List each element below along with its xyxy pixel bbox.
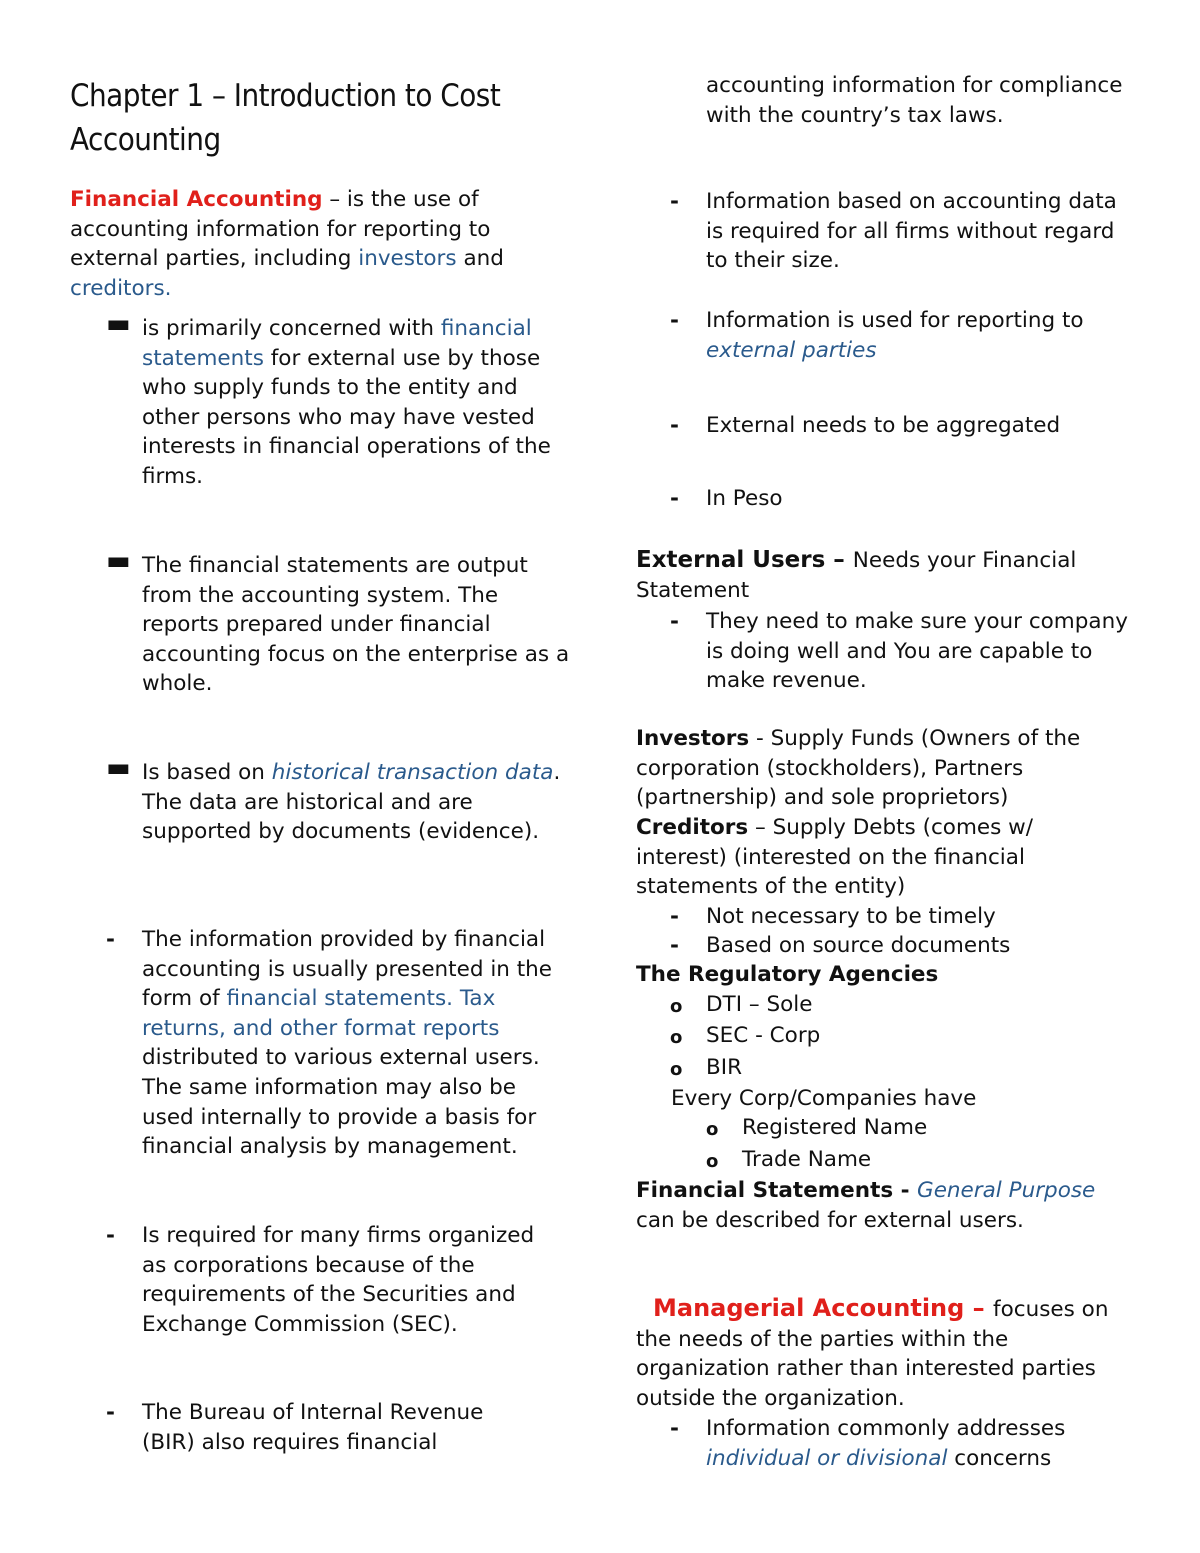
list-item: o BIR [706,1053,1106,1083]
investors-definition: Investors - Supply Funds (Owners of the corporation (stockholders), Partners (partnership) and sole proprietors) [636,726,1081,811]
list-item: - Information commonly addresses individual or divisional concerns [670,1416,1066,1471]
circle-bullet-icon: o [670,1027,683,1048]
square-bullet-icon: ▬ [106,309,131,339]
list-item: - Information based on accounting data is required for all firms without regard to their size. [670,189,1117,274]
financial-accounting-term: Financial Accounting [70,187,323,212]
managerial-accounting-definition: Managerial Accounting – focuses on the needs of the parties within the organization rather than interested parties outside the organization. [636,1294,1109,1411]
regulatory-agencies-heading: The Regulatory Agencies [636,962,939,987]
list-item: - In Peso [706,484,1136,514]
every-corp-text: Every Corp/Companies have [671,1086,977,1111]
investors-link: investors [358,246,457,272]
continued-text: accounting information for compliance with the country’s tax laws. [706,73,1123,128]
square-bullet-icon: ▬ [106,546,131,576]
dash-bullet-icon: - [670,308,679,333]
list-item: - External needs to be aggregated [706,411,1136,441]
dash-bullet-icon: - [670,1416,679,1441]
dash-bullet-icon: - [670,189,679,214]
dash-bullet-icon: - [670,609,679,634]
creditors-link: creditors. [70,275,172,301]
list-item: ▬ Is based on historical transaction data. The data are historical and are supported by documents (evidence). [106,753,561,845]
dash-bullet-icon: - [106,1223,115,1248]
financial-statements-definition: Financial Statements - General Purpose can be described for external users. [636,1178,1096,1233]
list-item: - Is required for many firms organized as corporations because of the requirements of the Securities and Exchange Commission (SEC). [106,1223,535,1337]
circle-bullet-icon: o [706,1151,719,1172]
list-item: o DTI – Sole [706,990,1106,1020]
circle-bullet-icon: o [706,1119,719,1140]
square-bullet-icon: ▬ [106,753,131,783]
circle-bullet-icon: o [670,996,683,1017]
list-item: ▬ is primarily concerned with financial statements for external use by those who supply funds to the entity and other persons who may have vested interests in financial operations of the firms. [106,309,551,489]
list-item: - Information is used for reporting to external parties [670,308,1084,363]
financial-accounting-definition: Financial Accounting – is the use of accounting information for reporting to external parties, including investors and creditors. [70,187,504,301]
list-item: - The information provided by financial accounting is usually presented in the form of financial statements. Tax returns, and other format reports distributed to various external users. The same information may also be used internally to provide a basis for financial analysis by management. [106,927,553,1160]
list-item: - Based on source documents [706,931,1136,961]
list-item: o Trade Name [742,1145,1122,1175]
dash-bullet-icon: - [670,486,679,511]
dash-bullet-icon: - [106,927,115,952]
list-item: - The Bureau of Internal Revenue (BIR) also requires financial [106,1400,484,1455]
page-title: Chapter 1 – Introduction to Cost Accounting [70,78,501,158]
list-item: o Registered Name [742,1113,1122,1143]
dash-bullet-icon: - [670,933,679,958]
circle-bullet-icon: o [670,1059,683,1080]
list-item: - They need to make sure your company is doing well and You are capable to make revenue. [670,609,1128,694]
list-item: ▬ The financial statements are output from the accounting system. The reports prepared under financial accounting focus on the enterprise as a whole. [106,546,570,697]
external-users-definition: External Users – Needs your Financial Statement [636,547,1077,603]
creditors-definition: Creditors – Supply Debts (comes w/ interest) (interested on the financial statements of the entity) [636,815,1033,900]
dash-bullet-icon: - [106,1400,115,1425]
list-item: o SEC - Corp [706,1021,1106,1051]
list-item: - Not necessary to be timely [706,902,1136,932]
dash-bullet-icon: - [670,904,679,929]
dash-bullet-icon: - [670,413,679,438]
